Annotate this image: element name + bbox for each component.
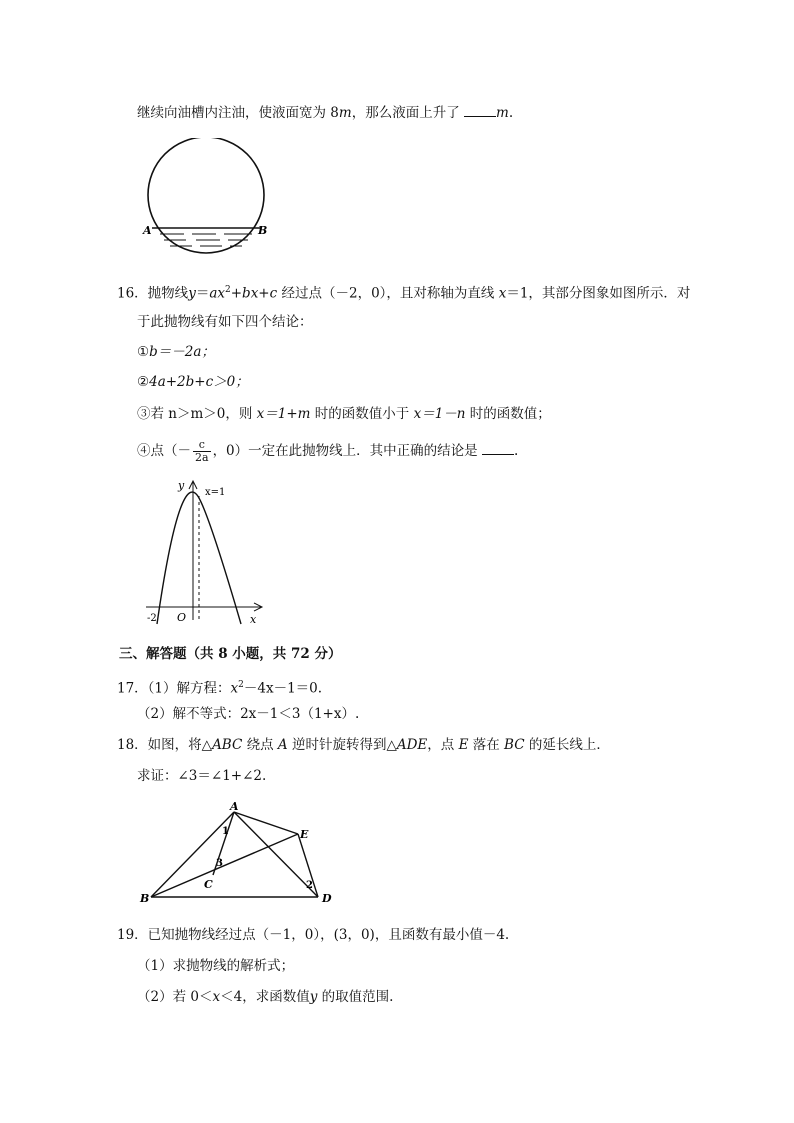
angle-2: 2 [306, 880, 313, 891]
symmetry-label: x=1 [205, 487, 226, 498]
q16-conclusion-2: ②4a+2b+c＞0； [137, 374, 249, 390]
parabola-graph [140, 478, 270, 630]
q15-text: 继续向油槽内注油，使液面宽为 8m，那么液面上升了 m. [137, 105, 514, 121]
point-a-label: A [143, 224, 152, 237]
fraction-c-over-2a: $\frac{c}{2a}$ [195, 438, 209, 464]
q19-part1: （1）求抛物线的解析式； [137, 958, 295, 974]
y-axis-label: y [178, 479, 185, 492]
triangle-rotation-figure [138, 798, 338, 908]
q16-conclusion-4: ④点（－ $\frac{c}{2a}$ ，0）一定在此抛物线上．其中正确的结论是 . [137, 438, 519, 464]
q17-part1: 17．（1）解方程：$x^2-4x-1=0$. [117, 680, 323, 697]
point-a: A [230, 800, 239, 813]
q16-line1: 16．抛物线$y=ax^2+bx+c$ 经过点（－2，0），且对称轴为直线 x＝1，其部分图象如图所示．对 [117, 285, 691, 302]
q18-line2: 求证：∠3＝∠1+∠2. [137, 768, 267, 784]
answer-blank [482, 442, 514, 455]
q17-part2: （2）解不等式：2x－1＜3（1+x）. [137, 706, 360, 722]
point-d: D [322, 892, 332, 905]
point-e: E [300, 828, 309, 841]
tank-circle [148, 138, 264, 253]
angle-1: 1 [222, 826, 229, 837]
section-title: 三、解答题（共 8 小题，共 72 分） [119, 646, 342, 662]
q19-part2: （2）若 0＜x＜4，求函数值y 的取值范围. [137, 989, 394, 1005]
origin-label: O [177, 611, 187, 624]
point-b-label: B [258, 224, 268, 237]
x-axis-label: x [250, 613, 257, 626]
oil-tank-figure [140, 138, 275, 263]
q16-conclusion-3: ③若 n＞m＞0，则 x＝1+m 时的函数值小于 x＝1－n 时的函数值； [137, 406, 551, 422]
point-b: B [140, 892, 150, 905]
q16-conclusion-1: ①b＝－2a； [137, 344, 215, 360]
answer-blank [464, 104, 496, 117]
angle-3: 3 [216, 858, 223, 869]
q18-line1: 18．如图，将△ABC 绕点 A 逆时针旋转得到△ADE，点 E 落在 BC 的延长线上． [117, 737, 610, 753]
q16-line2: 于此抛物线有如下四个结论： [137, 314, 313, 330]
neg-two-label: -2 [147, 613, 157, 624]
point-c: C [204, 878, 213, 891]
q19-line1: 19．已知抛物线经过点（－1，0），(3，0)，且函数有最小值－4. [117, 927, 510, 943]
